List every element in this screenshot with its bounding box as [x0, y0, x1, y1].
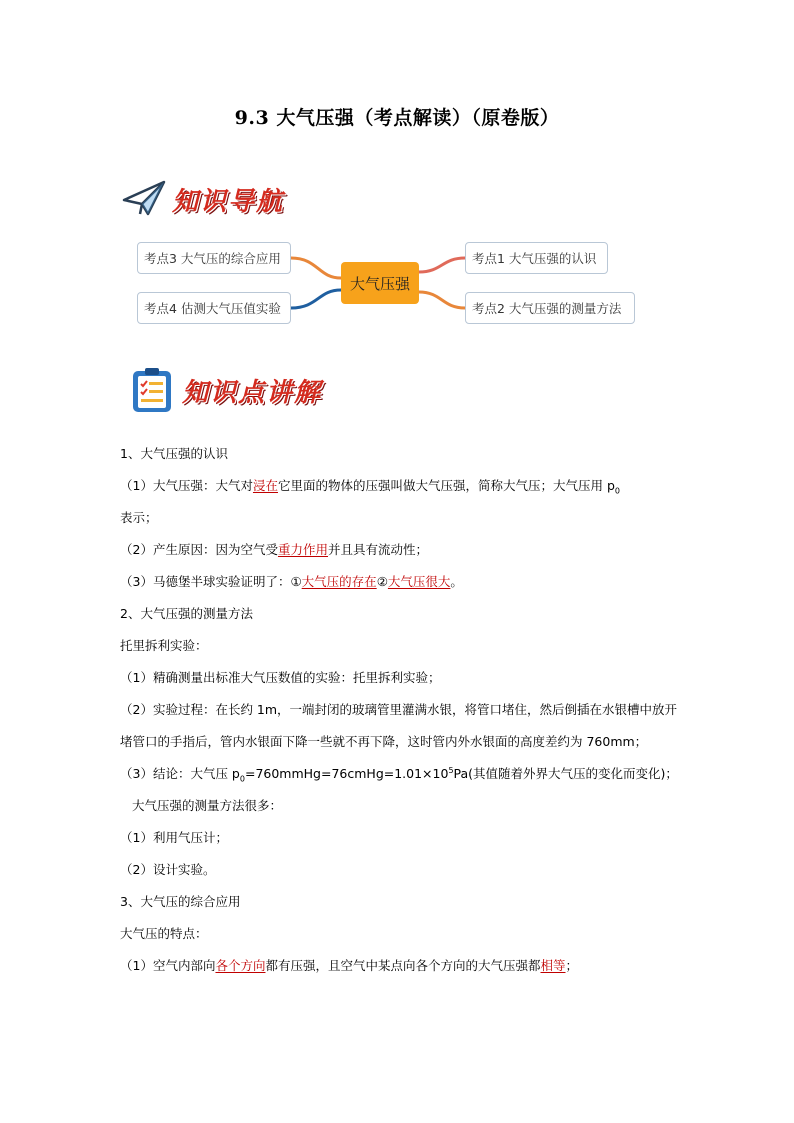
mindmap-node-topic-3: 考点3 大气压的综合应用	[137, 242, 291, 274]
text-run: （3）结论：大气压 p	[120, 766, 240, 781]
section-2-point-5: （1）利用气压计；	[120, 830, 228, 845]
mindmap-node-topic-1: 考点1 大气压强的认识	[465, 242, 608, 274]
document-body	[120, 438, 680, 982]
page-title: 9.3 大气压强（考点解读）（原卷版）	[234, 107, 560, 129]
text-run: 。	[450, 574, 463, 589]
mindmap-center-node: 大气压强	[341, 262, 419, 304]
highlighted-term: 大气压的存在	[301, 574, 377, 589]
knowledge-explanation-banner: 知识点讲解	[182, 377, 323, 408]
section-1-point-1	[120, 470, 680, 502]
text-run: ；	[565, 958, 579, 973]
section-2-point-3	[120, 758, 680, 790]
superscript: 5	[448, 765, 454, 775]
text-run: （1）大气压强：大气对	[120, 478, 253, 493]
section-2-point-2: （2）实验过程：在长约 1m，一端封闭的玻璃管里灌满水银，将管口堵住，然后倒插在水银槽中放开堵管口的手指后，管内水银面下降一些就不再下降，这时管内外水银面的高度差约为 760mm；	[120, 702, 678, 749]
subscript: 0	[614, 486, 620, 496]
text-run: 它里面的物体的压强叫做大气压强，简称大气压；大气压用 p	[277, 478, 615, 493]
text-run: 都有压强，且空气中某点向各个方向的大气压强都	[265, 958, 541, 973]
section-2-point-4: 大气压强的测量方法很多：	[132, 798, 283, 813]
text-run: （2）产生原因：因为空气受	[120, 542, 278, 557]
text-run: Pa(其值随着外界大气压的变化而变化)；	[453, 766, 678, 781]
text-run: 并且具有流动性；	[327, 542, 428, 557]
section-2-point-1: （1）精确测量出标准大气压数值的实验：托里拆利实验；	[120, 670, 441, 685]
section-3-point-1	[120, 950, 680, 982]
section-2-subheading: 托里拆利实验：	[120, 638, 208, 653]
section-1-point-1-cont: 表示；	[120, 510, 158, 525]
knowledge-navigation-banner: 知识导航	[172, 186, 285, 217]
mindmap-node-topic-4: 考点4 估测大气压值实验	[137, 292, 291, 324]
section-1-point-3	[120, 566, 680, 598]
section-1-point-2	[120, 534, 680, 566]
section-1-heading: 1、大气压强的认识	[120, 446, 228, 461]
highlighted-term: 各个方向	[215, 958, 266, 973]
knowledge-navigation-header	[122, 180, 284, 218]
text-run: （3）马德堡半球实验证明了：①	[120, 574, 302, 589]
paper-plane-icon	[122, 180, 166, 218]
text-run: ②	[376, 574, 388, 589]
text-run: （1）空气内部向	[120, 958, 216, 973]
highlighted-term: 大气压很大	[387, 574, 451, 589]
section-2-point-6: （2）设计实验。	[120, 862, 216, 877]
section-3-subheading: 大气压的特点：	[120, 926, 208, 941]
clipboard-checklist-icon	[130, 366, 174, 414]
highlighted-term: 重力作用	[277, 542, 328, 557]
subscript: 0	[239, 774, 245, 784]
highlighted-term: 相等	[540, 958, 566, 973]
text-run: =760mmHg=76cmHg=1.01×10	[244, 766, 449, 781]
knowledge-explanation-header	[130, 366, 322, 414]
section-3-heading: 3、大气压的综合应用	[120, 894, 241, 909]
highlighted-term: 浸在	[252, 478, 278, 493]
mindmap-connectors	[0, 0, 794, 400]
section-2-heading: 2、大气压强的测量方法	[120, 606, 253, 621]
mindmap-node-topic-2: 考点2 大气压强的测量方法	[465, 292, 635, 324]
